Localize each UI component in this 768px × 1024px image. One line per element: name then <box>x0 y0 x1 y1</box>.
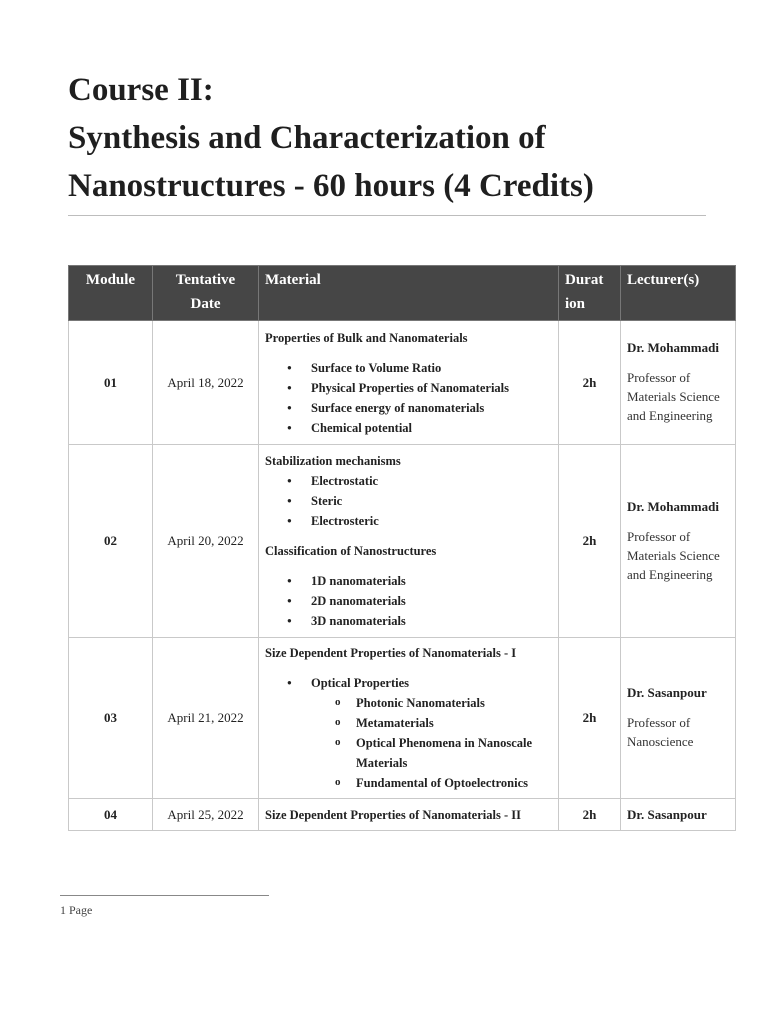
lecturer-cell <box>621 445 736 638</box>
lecturer-name: Dr. Mohammadi <box>627 498 719 514</box>
date-cell: April 18, 2022 <box>153 321 259 445</box>
duration-cell: 2h <box>559 445 621 638</box>
header-lecturer: Lecturer(s) <box>621 266 736 321</box>
material-heading: Properties of Bulk and Nanomaterials <box>265 330 468 345</box>
table-row <box>69 445 736 638</box>
header-module: Module <box>69 266 153 321</box>
material-heading: Stabilization mechanisms <box>265 454 401 468</box>
header-date <box>153 266 259 321</box>
header-duration-line-2: ion <box>565 296 586 312</box>
material-cell <box>259 445 559 638</box>
material-bullets <box>265 673 552 793</box>
title-line-3: Nanostructures - 60 hours (4 Credits) <box>68 168 594 204</box>
material-heading: Size Dependent Properties of Nanomaterials - II <box>265 807 521 822</box>
table-row <box>69 638 736 799</box>
list-item: ● Steric <box>287 491 552 511</box>
sub-list-item: o Optical Phenomena in Nanoscale Materials <box>335 733 552 773</box>
sub-list-item: o Metamaterials <box>335 713 552 733</box>
lecturer-cell <box>621 799 736 831</box>
header-duration <box>559 266 621 321</box>
list-item: ● 3D nanomaterials <box>287 611 552 631</box>
header-material: Material <box>259 266 559 321</box>
title-line-1: Course II: <box>68 72 214 108</box>
material-subbullets <box>311 693 552 793</box>
lecturer-cell <box>621 321 736 445</box>
list-item <box>287 673 552 793</box>
list-item: ● Physical Properties of Nanomaterials <box>287 378 552 398</box>
title-divider <box>68 215 706 216</box>
list-item-label: Optical Properties <box>311 676 410 690</box>
module-cell: 01 <box>69 321 153 445</box>
lecturer-name: Dr. Sasanpour <box>627 806 707 822</box>
header-date-line-2: Date <box>190 296 221 312</box>
page-number: 1 Page <box>60 903 93 917</box>
material-cell <box>259 638 559 799</box>
title-line-2: Synthesis and Characterization of <box>68 120 546 156</box>
module-cell: 02 <box>69 445 153 638</box>
list-item: ● 1D nanomaterials <box>287 571 552 591</box>
lecturer-title: Professor of Nanoscience <box>627 715 694 749</box>
header-date-line-1: Tentative <box>175 272 236 288</box>
list-item: ● Surface to Volume Ratio <box>287 358 552 378</box>
material-bullets <box>265 571 552 631</box>
header-duration-line-1: Durat <box>565 272 604 288</box>
lecturer-title: Professor of Materials Science and Engineering <box>627 528 720 582</box>
material-heading: Classification of Nanostructures <box>265 544 437 558</box>
list-item: ● Surface energy of nanomaterials <box>287 398 552 418</box>
duration-cell: 2h <box>559 799 621 831</box>
table-row <box>69 321 736 445</box>
duration-cell: 2h <box>559 321 621 445</box>
list-item: ● 2D nanomaterials <box>287 591 552 611</box>
lecturer-name: Dr. Mohammadi <box>627 340 719 355</box>
material-cell <box>259 799 559 831</box>
footer-divider <box>60 895 269 896</box>
material-heading: Size Dependent Properties of Nanomaterials - I <box>265 646 517 660</box>
list-item: ● Chemical potential <box>287 418 552 438</box>
lecturer-cell <box>621 638 736 799</box>
module-cell: 03 <box>69 638 153 799</box>
table-row <box>69 799 736 831</box>
schedule-table <box>68 265 736 831</box>
page-title <box>68 66 708 210</box>
table-header-row <box>69 266 736 321</box>
material-bullets <box>265 358 552 438</box>
module-cell: 04 <box>69 799 153 831</box>
lecturer-name: Dr. Sasanpour <box>627 685 707 700</box>
duration-cell: 2h <box>559 638 621 799</box>
date-cell: April 25, 2022 <box>153 799 259 831</box>
sub-list-item: o Photonic Nanomaterials <box>335 693 552 713</box>
lecturer-title: Professor of Materials Science and Engineering <box>627 370 720 423</box>
list-item: ● Electrostatic <box>287 471 552 491</box>
material-bullets <box>265 471 552 531</box>
date-cell: April 20, 2022 <box>153 445 259 638</box>
sub-list-item: o Fundamental of Optoelectronics <box>335 773 552 793</box>
material-cell <box>259 321 559 445</box>
list-item: ● Electrosteric <box>287 511 552 531</box>
date-cell: April 21, 2022 <box>153 638 259 799</box>
